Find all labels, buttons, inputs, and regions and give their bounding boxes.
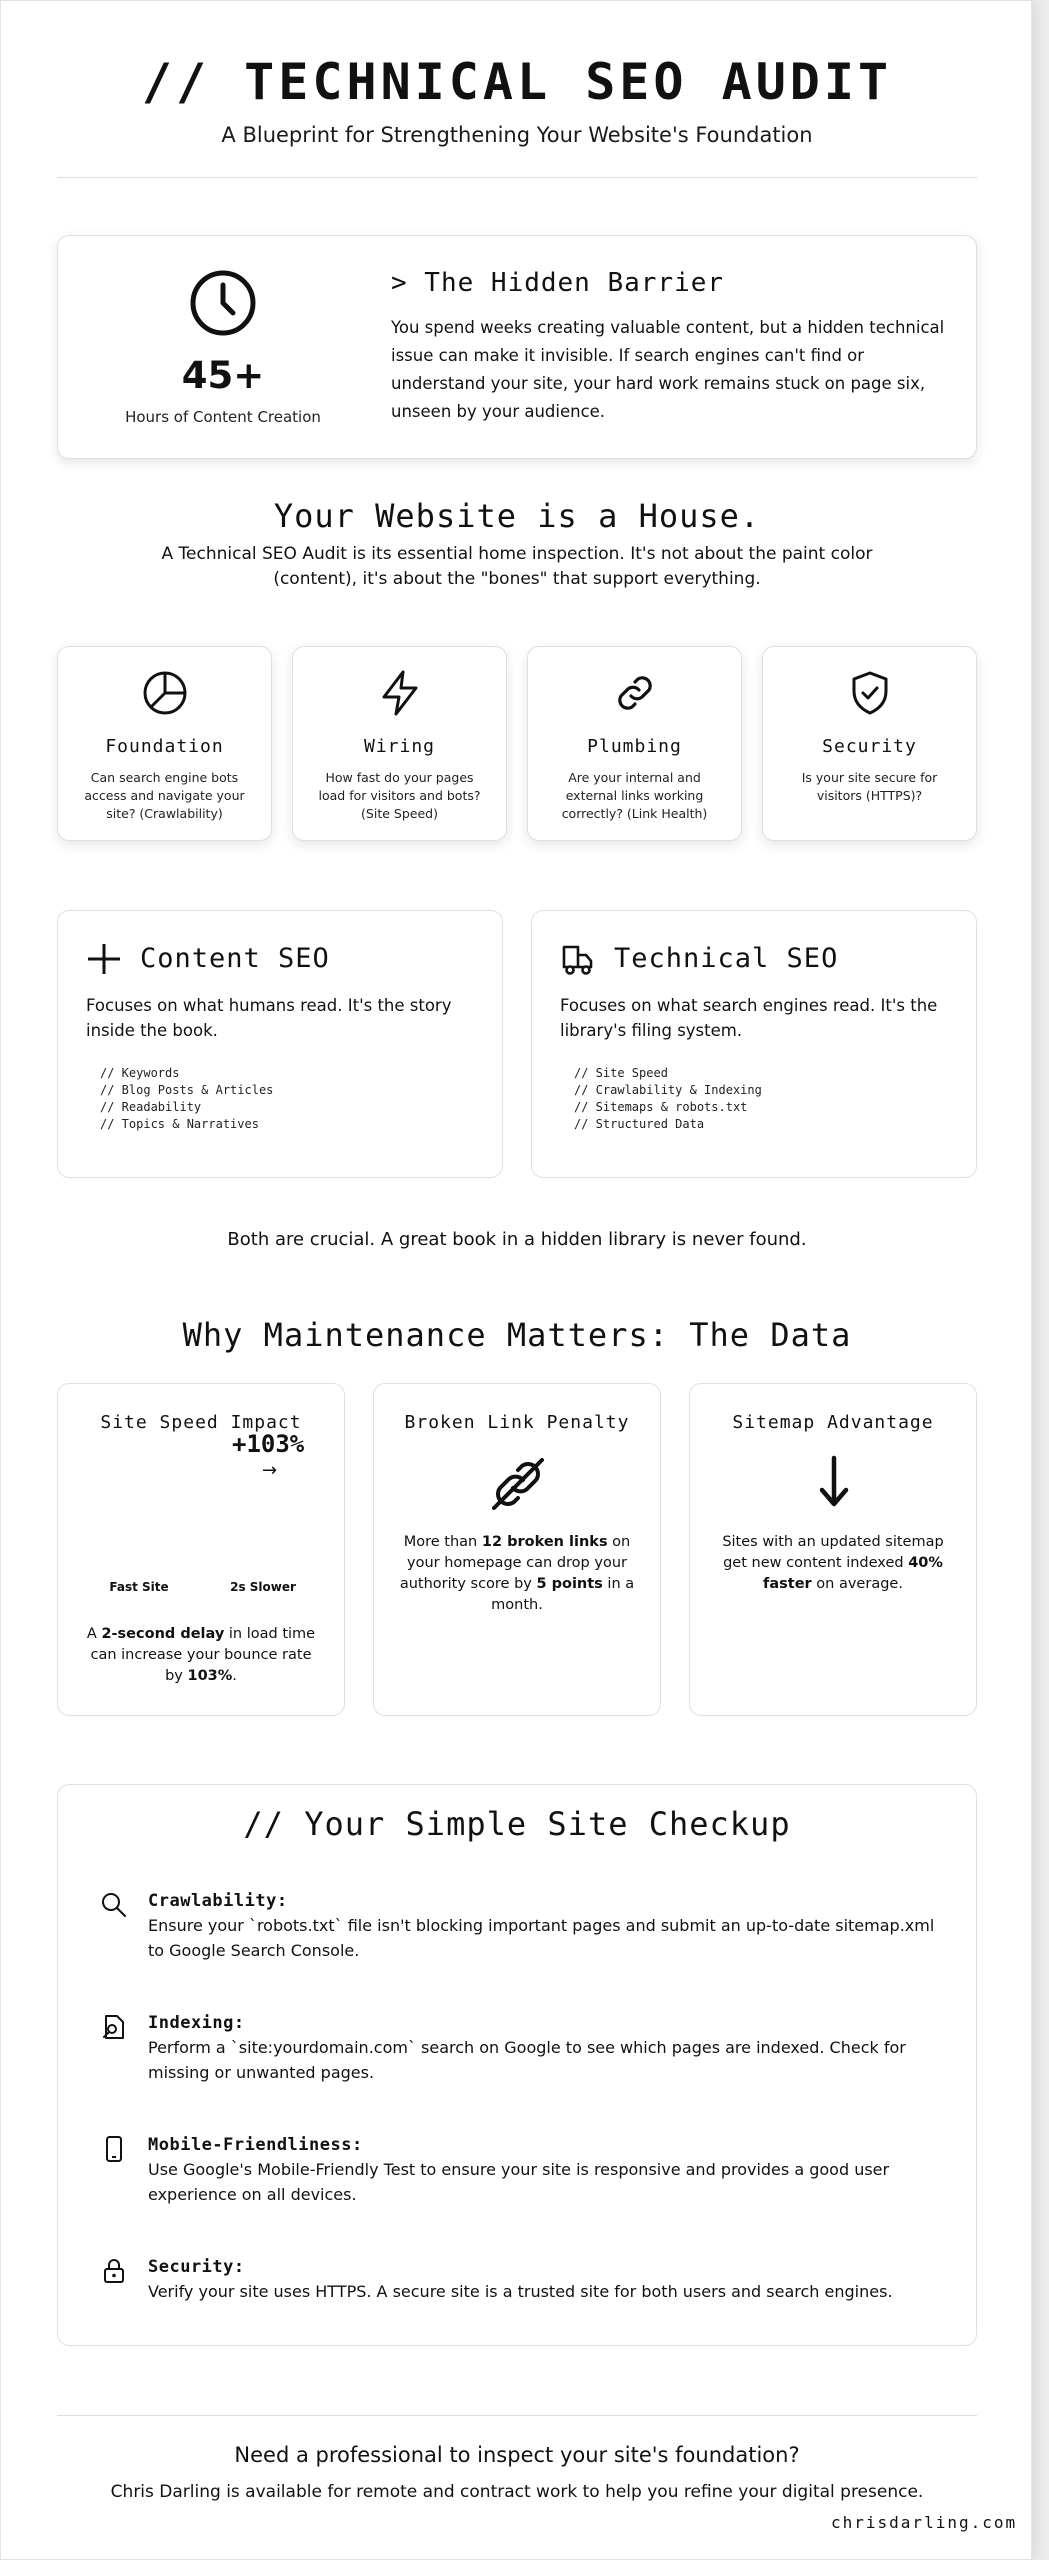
cta-heading: Need a professional to inspect your site's foundation? — [234, 2443, 800, 2467]
hero-stat-label: Hours of Content Creation — [125, 408, 321, 426]
list-item: // Topics & Narratives — [100, 1117, 259, 1131]
broken-link-desc: More than 12 broken links on your homepage can drop your authority score by 5 points in a month. — [399, 1534, 635, 1613]
speed-bar-label: 2s Slower — [230, 1580, 296, 1594]
site-speed-title: Site Speed Impact — [100, 1412, 302, 1433]
page-subtitle: A Blueprint for Strengthening Your Website's Foundation — [221, 123, 813, 147]
broken-link-card — [373, 1383, 661, 1716]
hidden-barrier-heading: > The Hidden Barrier — [391, 268, 725, 298]
list-item: // Sitemaps & robots.txt — [574, 1100, 748, 1114]
sitemap-title: Sitemap Advantage — [732, 1412, 934, 1433]
checkup-label: Security: — [148, 2257, 245, 2277]
lightning-icon — [293, 669, 506, 717]
compare-tagline: Both are crucial. A great book in a hidden library is never found. — [227, 1229, 807, 1250]
site-speed-callout: +103% — [232, 1430, 305, 1458]
checkup-title: // Your Simple Site Checkup — [243, 1805, 791, 1843]
list-item: // Readability — [100, 1100, 202, 1114]
speed-bar-label: Fast Site — [109, 1580, 169, 1594]
content-seo-card — [57, 910, 503, 1178]
house-card-desc: How fast do your pages load for visitors and bots? (Site Speed) — [318, 770, 481, 821]
site-speed-card — [57, 1383, 345, 1716]
house-card-foundation — [57, 646, 272, 841]
list-item: // Site Speed — [574, 1066, 668, 1080]
hero-stat-value: 45+ — [181, 354, 265, 397]
clock-icon — [189, 269, 257, 337]
list-item: // Structured Data — [574, 1117, 705, 1131]
cta-body: Chris Darling is available for remote and contract work to help you refine your digital presence. — [110, 2482, 924, 2502]
house-heading: Your Website is a House. — [273, 497, 761, 535]
lock-icon — [100, 2257, 128, 2285]
arrow-down-icon — [814, 1454, 854, 1510]
content-seo-list — [100, 1065, 273, 1133]
technical-seo-list — [574, 1065, 762, 1133]
page-title: // TECHNICAL SEO AUDIT — [141, 53, 893, 111]
checkup-label: Indexing: — [148, 2013, 245, 2033]
website-link[interactable]: chrisdarling.com — [831, 2513, 1018, 2532]
technical-seo-desc: Focuses on what search engines read. It's the library's filing system. — [560, 996, 938, 1040]
content-seo-title: Content SEO — [140, 943, 330, 974]
house-intro: A Technical SEO Audit is its essential home inspection. It's not about the paint color (content), it's about the "bones" that support everything. — [161, 544, 873, 589]
house-card-desc: Is your site secure for visitors (HTTPS)? — [801, 770, 938, 803]
site-checkup-card — [57, 1784, 977, 2346]
technical-seo-card — [531, 910, 977, 1178]
header-divider — [57, 177, 977, 178]
sitemap-card — [689, 1383, 977, 1716]
technical-seo-title: Technical SEO — [614, 943, 839, 974]
site-speed-desc: A 2-second delay in load time can increase your bounce rate by 103%. — [86, 1626, 316, 1684]
house-card-wiring — [292, 646, 507, 841]
house-card-plumbing — [527, 646, 742, 841]
plus-icon — [86, 941, 122, 977]
house-card-security — [762, 646, 977, 841]
shield-check-icon — [763, 669, 976, 717]
link-icon — [528, 669, 741, 717]
house-card-title: Plumbing — [587, 736, 682, 757]
checkup-text: Ensure your `robots.txt` file isn't blocking important pages and submit an up-to-date sitemap.xml to Google Search Console. — [148, 1916, 935, 1960]
content-seo-desc: Focuses on what humans read. It's the story inside the book. — [86, 996, 452, 1040]
hidden-barrier-card — [57, 235, 977, 459]
list-item: // Blog Posts & Articles — [100, 1083, 274, 1097]
pie-icon — [58, 669, 271, 717]
hidden-barrier-text: You spend weeks creating valuable content, but a hidden technical issue can make it invisible. If search engines can't find or understand your site, your hard work remains stuck on page six, unseen by your audience. — [391, 318, 945, 421]
house-card-title: Security — [822, 736, 917, 757]
checkup-text: Perform a `site:yourdomain.com` search on Google to see which pages are indexed. Check for missing or unwanted pages. — [148, 2038, 906, 2082]
house-card-title: Wiring — [363, 736, 436, 757]
data-heading: Why Maintenance Matters: The Data — [182, 1316, 852, 1354]
list-item: // Keywords — [100, 1066, 180, 1080]
checkup-label: Crawlability: — [148, 1891, 288, 1911]
house-card-desc: Are your internal and external links working correctly? (Link Health) — [561, 770, 708, 821]
broken-link-icon — [486, 1452, 550, 1516]
search-icon — [100, 1891, 128, 1919]
arrow-right-icon: → — [262, 1460, 278, 1481]
footer-divider — [57, 2415, 977, 2416]
sitemap-desc: Sites with an updated sitemap get new content indexed 40% faster on average. — [722, 1534, 944, 1592]
truck-icon — [560, 941, 596, 977]
broken-link-title: Broken Link Penalty — [404, 1412, 630, 1433]
house-card-desc: Can search engine bots access and navigate your site? (Crawlability) — [84, 770, 245, 821]
phone-icon — [100, 2135, 128, 2163]
checkup-text: Verify your site uses HTTPS. A secure site is a trusted site for both users and search engines. — [148, 2282, 893, 2301]
house-card-title: Foundation — [105, 736, 224, 757]
checkup-text: Use Google's Mobile-Friendly Test to ensure your site is responsive and provides a good user experience on all devices. — [148, 2160, 890, 2204]
file-search-icon — [100, 2013, 128, 2041]
checkup-label: Mobile-Friendliness: — [148, 2135, 363, 2155]
list-item: // Crawlability & Indexing — [574, 1083, 762, 1097]
